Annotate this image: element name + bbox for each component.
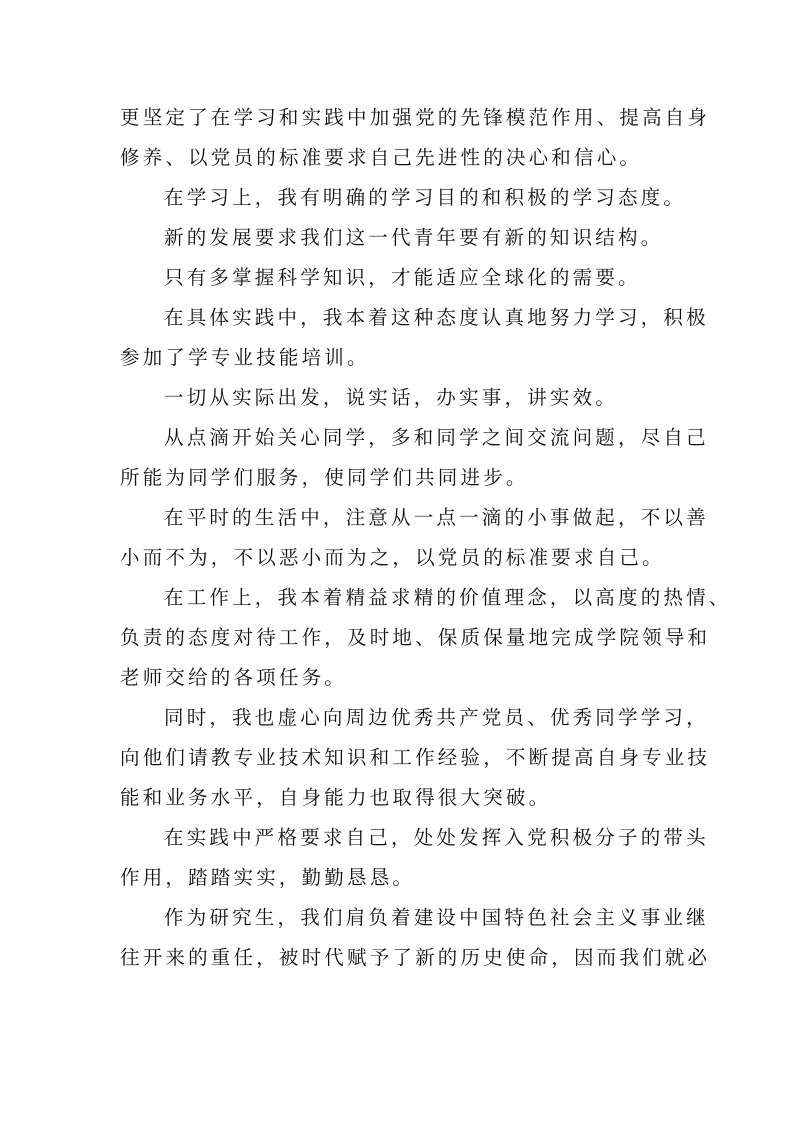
text-line: 修养、以党员的标准要求自己先进性的决心和信心。 (120, 146, 643, 169)
paragraph (120, 898, 711, 978)
paragraph (120, 178, 687, 218)
text-line: 从点滴开始关心同学，多和同学之间交流问题，尽自己 (164, 426, 709, 449)
text-line: 老师交给的各项任务。 (120, 666, 348, 689)
text-line: 负责的态度对待工作，及时地、保质保量地完成学院领导和 (120, 626, 711, 649)
paragraph (120, 818, 709, 898)
paragraph (120, 378, 680, 418)
paragraph (120, 578, 732, 698)
text-line: 在实践中严格要求自己，处处发挥入党积极分子的带头 (164, 826, 709, 849)
paragraph (120, 98, 711, 178)
paragraph (120, 218, 680, 258)
text-line: 更坚定了在学习和实践中加强党的先锋模范作用、提高自身 (120, 106, 711, 129)
text-line: 同时，我也虚心向周边优秀共产党员、优秀同学学习， (164, 706, 709, 729)
paragraph (120, 418, 709, 498)
text-line: 在具体实践中，我本着这种态度认真地努力学习，积极 (164, 306, 709, 329)
paragraph (120, 298, 709, 378)
paragraph (120, 258, 680, 298)
text-line: 一切从实际出发，说实话，办实事，讲实效。 (164, 386, 619, 409)
text-line: 参加了学专业技能培训。 (120, 346, 370, 369)
text-line: 所能为同学们服务，使同学们共同进步。 (120, 466, 529, 489)
text-line: 在工作上，我本着精益求精的价值理念，以高度的热情、 (164, 586, 732, 609)
text-line: 作为研究生，我们肩负着建设中国特色社会主义事业继 (164, 906, 709, 929)
text-line: 在学习上，我有明确的学习目的和积极的学习态度。 (164, 186, 687, 209)
text-line: 在平时的生活中，注意从一点一滴的小事做起，不以善 (164, 506, 709, 529)
document-body (120, 98, 732, 978)
text-line: 往开来的重任，被时代赋予了新的历史使命，因而我们就必 (120, 946, 711, 969)
text-line: 能和业务水平，自身能力也取得很大突破。 (120, 786, 552, 809)
text-line: 小而不为，不以恶小而为之，以党员的标准要求自己。 (120, 546, 665, 569)
text-line: 只有多掌握科学知识，才能适应全球化的需要。 (164, 266, 641, 289)
text-line: 作用，踏踏实实，勤勤恳恳。 (120, 866, 416, 889)
text-line: 向他们请教专业技术知识和工作经验，不断提高自身专业技 (120, 746, 711, 769)
paragraph (120, 698, 711, 818)
paragraph (120, 498, 709, 578)
text-line: 新的发展要求我们这一代青年要有新的知识结构。 (164, 226, 664, 249)
